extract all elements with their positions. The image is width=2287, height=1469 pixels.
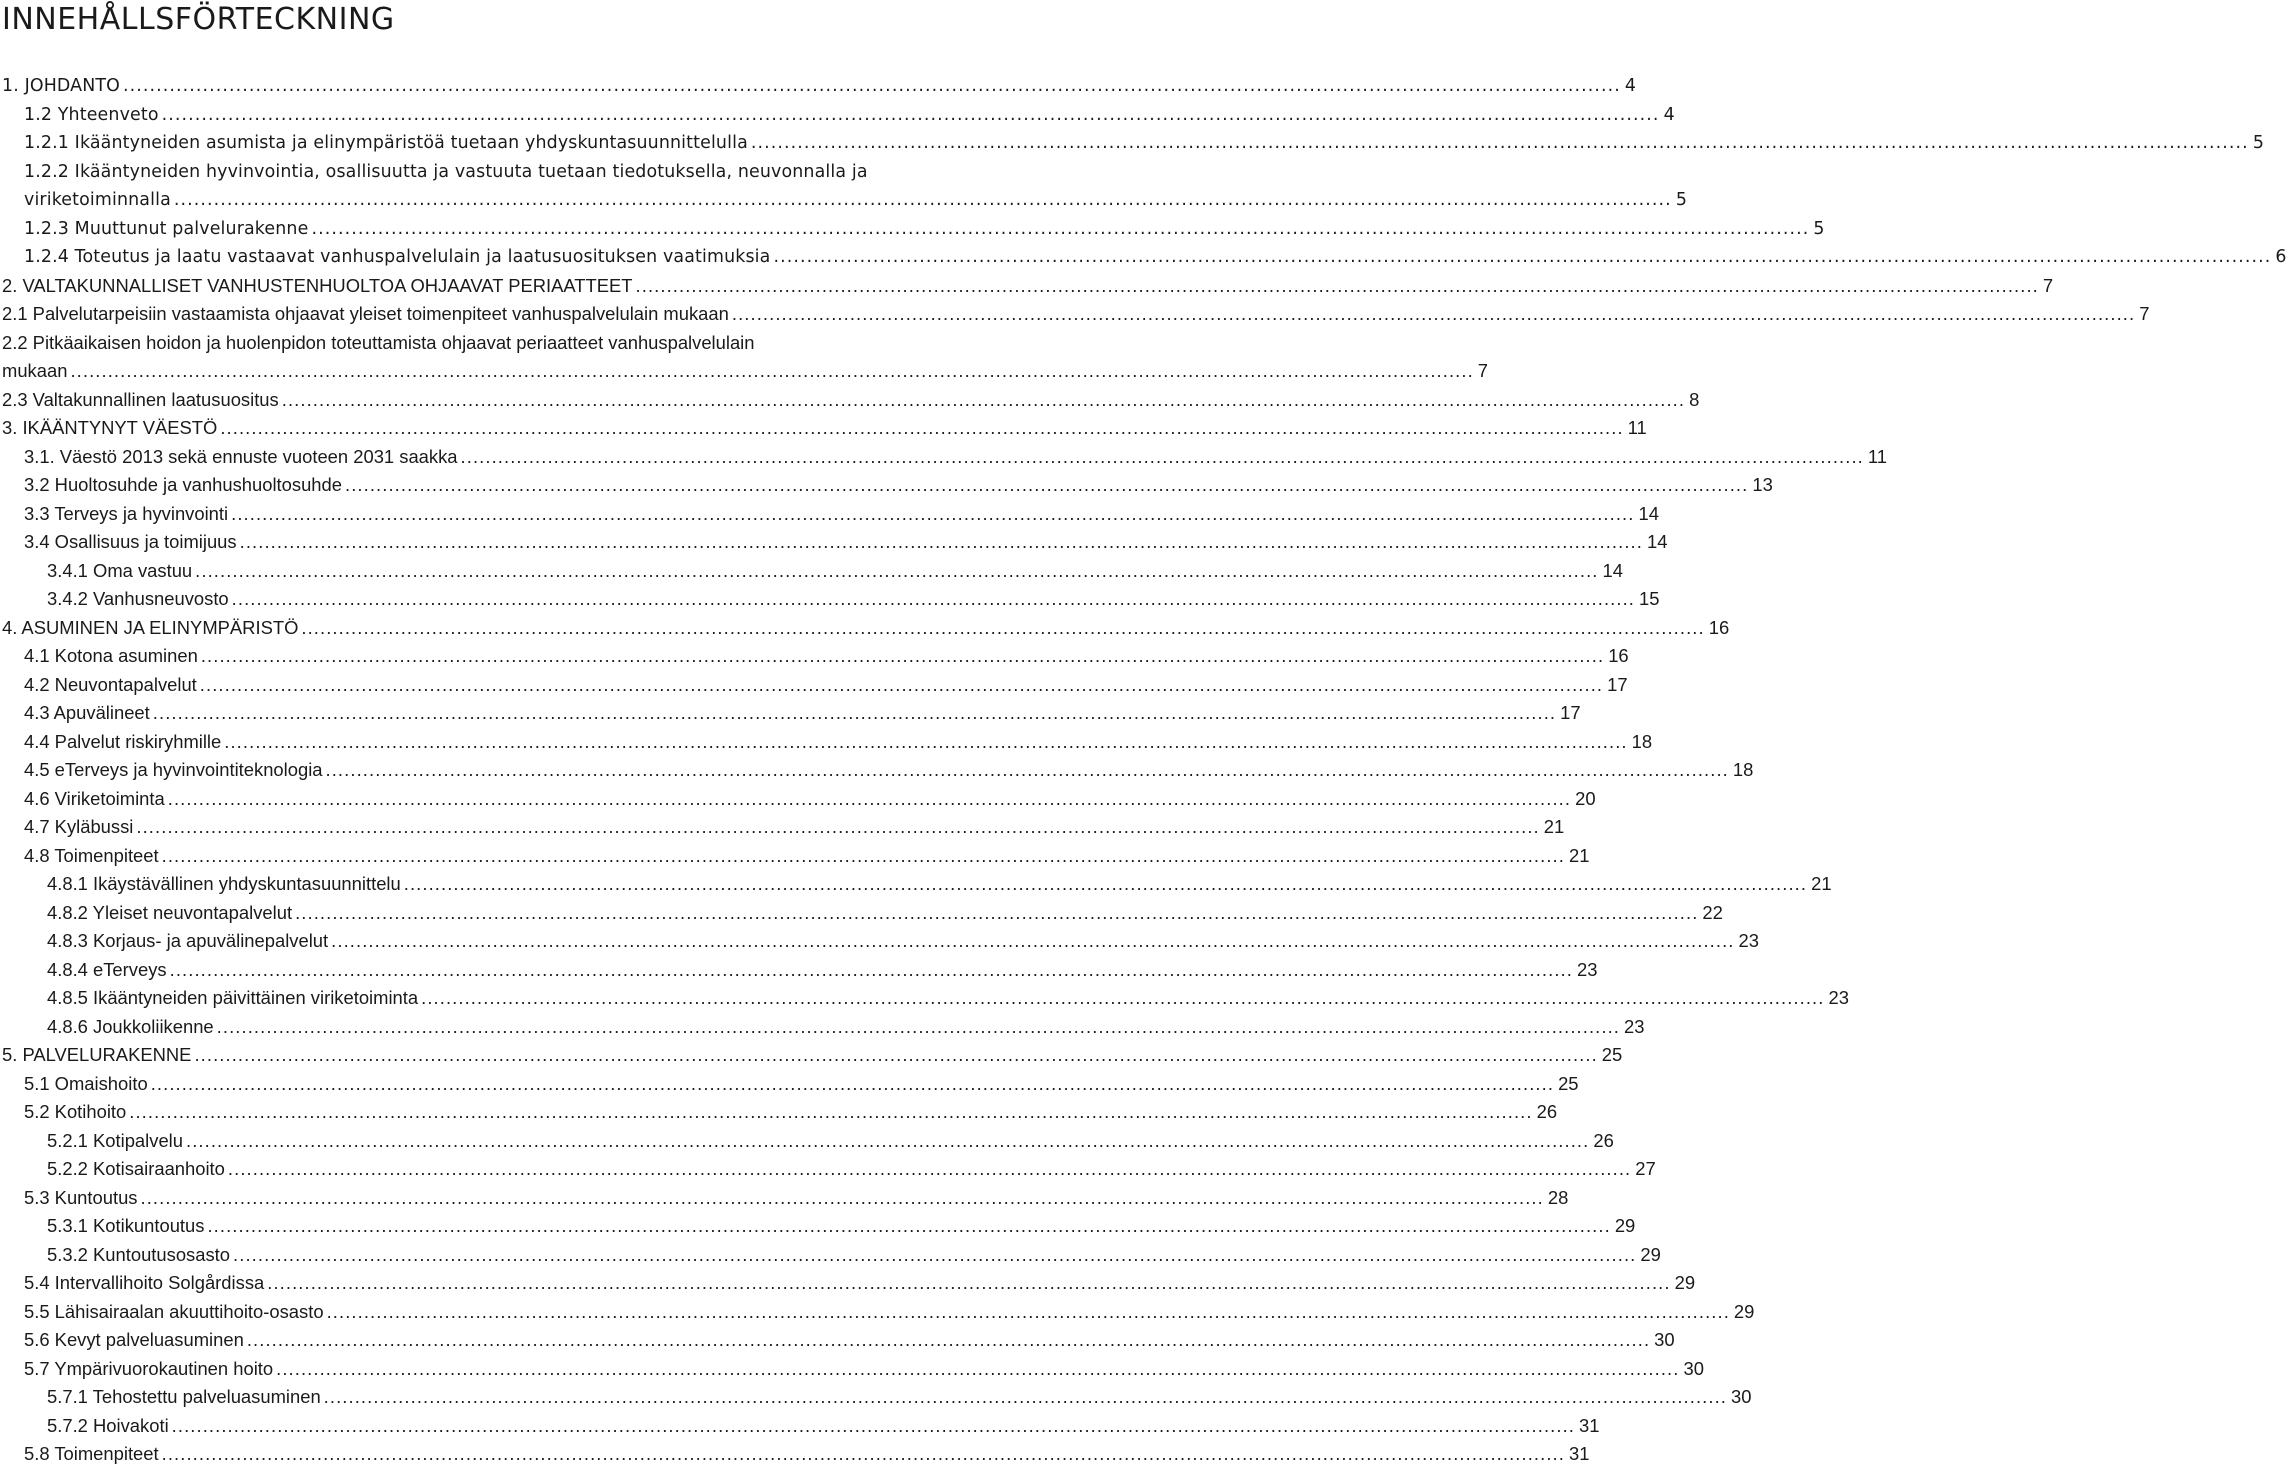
dot-leader (311, 215, 1809, 244)
toc-entry[interactable] (0, 1212, 1636, 1241)
toc-entry[interactable] (0, 1241, 1661, 1270)
toc-entry-page: 21 (1543, 816, 1565, 837)
toc-entry-page: 25 (1601, 1044, 1623, 1065)
toc-entry-title: 3.2 Huoltosuhde ja vanhushuoltosuhde (24, 474, 342, 495)
dot-leader (174, 186, 1672, 215)
dot-leader (217, 1013, 1620, 1042)
dot-leader (276, 1355, 1679, 1384)
toc-entry-page: 15 (1639, 588, 1660, 609)
toc-entry-title: 4.8.1 Ikäystävällinen yhdyskuntasuunnittelu (47, 873, 401, 894)
dot-leader (195, 557, 1598, 586)
toc-entry-title: 1.2.4 Toteutus ja laatu vastaavat vanhuspalvelulain ja laatusuosituksen vaatimuksia (24, 247, 771, 267)
toc-entry-title: 3.3 Terveys ja hyvinvointi (24, 502, 229, 524)
toc-entry[interactable] (0, 471, 1773, 500)
toc-entry-page: 17 (1560, 702, 1581, 723)
dot-leader (141, 1184, 1544, 1213)
toc-entry-page: 28 (1547, 1186, 1569, 1208)
toc-entry-title: 4.8 Toimenpiteet (24, 844, 159, 866)
dot-leader (220, 414, 1623, 443)
toc-entry[interactable] (0, 927, 1759, 956)
toc-entry-title: 3.4 Osallisuus ja toimijuus (24, 531, 237, 552)
toc-entry[interactable] (0, 557, 1623, 586)
toc-entry-page: 23 (1828, 987, 1849, 1008)
toc-entry[interactable] (0, 1412, 1600, 1441)
toc-entry-page: 31 (1579, 1414, 1600, 1436)
toc-entry-title: 5.7 Ympärivuorokautinen hoito (24, 1357, 274, 1379)
toc-entry[interactable] (0, 500, 1659, 529)
toc-entry[interactable] (0, 300, 2150, 329)
toc-entry-title-line1: 2.2 Pitkäaikaisen hoidon ja huolenpidon toteuttamista ohjaavat periaatteet vanhuspalvelulain (2, 331, 755, 353)
dot-leader (326, 756, 1729, 785)
toc-entry-title: 5.7.1 Tehostettu palveluasuminen (47, 1386, 321, 1407)
dot-leader (327, 1298, 1730, 1327)
toc-entry-title-line1: 1.2.2 Ikääntyneiden hyvinvointia, osallisuutta ja vastuuta tuetaan tiedotuksella, neuvonnalla ja (24, 161, 868, 182)
toc-entry[interactable] (0, 1070, 1579, 1099)
toc-entry-title: 1.2.3 Muuttunut palvelurakenne (24, 218, 309, 239)
toc-entry-page: 4 (1624, 76, 1637, 96)
dot-leader (233, 1241, 1636, 1270)
toc-entry-title: 4.6 Viriketoiminta (24, 787, 165, 809)
dot-leader (136, 813, 1539, 842)
toc-entry[interactable] (0, 699, 1581, 728)
toc-entry-title: 4.8.2 Yleiset neuvontapalvelut (47, 901, 293, 923)
toc-entry[interactable] (0, 642, 1629, 671)
toc-entry[interactable] (0, 870, 1832, 899)
dot-leader (207, 1212, 1610, 1241)
toc-entry-page: 18 (1732, 759, 1754, 780)
dot-leader (162, 1440, 1565, 1469)
toc-entry[interactable] (0, 158, 1688, 215)
toc-entry[interactable] (0, 329, 1489, 386)
toc-entry-title: 5.3.1 Kotikuntoutus (47, 1215, 205, 1236)
dot-leader (295, 899, 1698, 928)
toc-entry[interactable] (0, 72, 1637, 101)
toc-entry-page: 5 (1813, 218, 1825, 239)
dot-leader (228, 1155, 1631, 1184)
toc-entry-page: 16 (1608, 645, 1629, 666)
dot-leader (773, 243, 2271, 272)
toc-entry[interactable] (0, 243, 2287, 272)
toc-entry[interactable] (0, 1155, 1656, 1184)
toc-entry-title: 4.1 Kotona asuminen (24, 645, 198, 666)
toc-entry-title: 4.2 Neuvontapalvelut (24, 673, 197, 695)
toc-entry-page: 5 (1675, 190, 1688, 210)
toc-entry[interactable] (0, 1041, 1623, 1070)
toc-entry-title: 4. ASUMINEN JA ELINYMPÄRISTÖ (2, 616, 299, 638)
toc-entry-page: 30 (1731, 1386, 1752, 1407)
toc-entry-title: 5.2 Kotihoito (24, 1101, 127, 1122)
toc-entry[interactable] (0, 756, 1754, 785)
toc-entry-page: 13 (1752, 474, 1773, 495)
toc-entry-page: 5 (2252, 133, 2265, 153)
dot-leader (162, 101, 1660, 130)
toc-entry-title: 4.8.4 eTerveys (47, 958, 167, 980)
toc-entry-page: 29 (1674, 1272, 1696, 1293)
toc-entry[interactable] (0, 1355, 1704, 1384)
toc-entry-page: 14 (1638, 502, 1659, 524)
toc-entry-title: 4.5 eTerveys ja hyvinvointiteknologia (24, 759, 323, 780)
dot-leader (331, 927, 1734, 956)
toc-entry[interactable] (0, 728, 1653, 757)
toc-entry[interactable] (0, 842, 1590, 871)
dot-leader (129, 1098, 1532, 1127)
toc-entry[interactable] (0, 443, 1887, 472)
toc-entry-page: 23 (1576, 958, 1598, 980)
toc-entry-title: 3.1. Väestö 2013 sekä ennuste vuoteen 2031 saakka (24, 445, 458, 467)
toc-entry-page: 30 (1654, 1329, 1675, 1350)
toc-entry-title-line2: viriketoiminnalla (24, 190, 171, 210)
toc-entry[interactable] (0, 528, 1668, 557)
toc-entry-page: 16 (1708, 616, 1730, 638)
dot-leader (232, 585, 1635, 614)
toc-entry-title: 5.1 Omaishoito (24, 1072, 148, 1094)
toc-entry[interactable] (0, 1440, 1590, 1469)
toc-entry-title: 4.8.6 Joukkoliikenne (47, 1015, 214, 1037)
dot-leader (461, 443, 1864, 472)
dot-leader (301, 614, 1704, 643)
toc-entry[interactable] (0, 1098, 1558, 1127)
toc-heading: INNEHÅLLSFÖRTECKNING (2, 2, 395, 37)
dot-leader (247, 1326, 1650, 1355)
toc-entry-page: 29 (1614, 1215, 1636, 1236)
toc-entry-title-line2: mukaan (2, 360, 68, 381)
toc-entry[interactable] (0, 272, 2054, 301)
toc-entry-title: 5.3.2 Kuntoutusosasto (47, 1243, 231, 1265)
toc-entry-page: 21 (1568, 844, 1590, 866)
dot-leader (123, 72, 1621, 101)
dot-leader (153, 699, 1556, 728)
toc-entry-title: 5.2.1 Kotipalvelu (47, 1129, 183, 1151)
toc-entry[interactable] (0, 984, 1849, 1013)
toc-entry[interactable] (0, 129, 2265, 158)
toc-entry-title: 4.4 Palvelut riskiryhmille (24, 730, 222, 752)
dot-leader (267, 1269, 1670, 1298)
toc-entry-title: 4.3 Apuvälineet (24, 702, 150, 723)
toc-entry[interactable] (0, 1383, 1752, 1412)
toc-entry-title: 2. VALTAKUNNALLISET VANHUSTENHUOLTOA OHJAAVAT PERIAATTEET (2, 274, 633, 296)
toc-entry-page: 20 (1575, 787, 1596, 809)
toc-entry[interactable] (0, 1184, 1569, 1213)
toc-entry-title: 5.3 Kuntoutus (24, 1186, 138, 1208)
toc-entry[interactable] (0, 101, 1675, 130)
toc-entry[interactable] (0, 215, 1825, 244)
toc-entry-page: 29 (1640, 1243, 1661, 1265)
toc-entry-page: 29 (1733, 1300, 1755, 1322)
toc-entry-title: 3. IKÄÄNTYNYT VÄESTÖ (2, 417, 218, 438)
dot-leader (168, 785, 1571, 814)
toc-entry-title: 5.6 Kevyt palveluasuminen (24, 1329, 244, 1350)
toc-entry-page: 7 (1477, 360, 1489, 381)
toc-entry-title: 1.2.1 Ikääntyneiden asumista ja elinympäristöä tuetaan yhdyskuntasuunnittelulla (24, 133, 748, 153)
toc-entry[interactable] (0, 1013, 1645, 1042)
toc-entry[interactable] (0, 785, 1596, 814)
dot-leader (172, 1412, 1575, 1441)
toc-entry-page: 14 (1602, 559, 1623, 581)
table-of-contents (0, 72, 2287, 1469)
dot-leader (201, 642, 1604, 671)
dot-leader (282, 386, 1685, 415)
dot-leader (636, 272, 2039, 301)
dot-leader (324, 1383, 1727, 1412)
dot-leader (732, 300, 2135, 329)
toc-entry-page: 22 (1702, 901, 1723, 923)
dot-leader (200, 671, 1603, 700)
toc-entry-page: 4 (1663, 104, 1675, 125)
dot-leader (170, 956, 1573, 985)
dot-leader (194, 1041, 1597, 1070)
dot-leader (345, 471, 1748, 500)
toc-entry-title: 5.8 Toimenpiteet (24, 1443, 159, 1464)
toc-entry-title: 4.8.5 Ikääntyneiden päivittäinen viriketoiminta (47, 987, 419, 1008)
toc-entry-title: 1. JOHDANTO (2, 76, 120, 96)
toc-entry-page: 30 (1683, 1357, 1704, 1379)
toc-entry-page: 25 (1558, 1072, 1579, 1094)
dot-leader (224, 728, 1627, 757)
toc-entry-page: 8 (1689, 388, 1700, 410)
toc-entry-page: 27 (1635, 1158, 1656, 1179)
dot-leader (162, 842, 1565, 871)
toc-entry-title: 5.2.2 Kotisairaanhoito (47, 1158, 225, 1179)
toc-entry-title: 5. PALVELURAKENNE (2, 1044, 192, 1065)
toc-entry[interactable] (0, 1127, 1614, 1156)
toc-entry[interactable] (0, 414, 1647, 443)
toc-entry-title: 4.7 Kyläbussi (24, 816, 134, 837)
toc-entry-page: 14 (1646, 531, 1668, 552)
toc-entry[interactable] (0, 671, 1628, 700)
toc-entry-title: 4.8.3 Korjaus- ja apuvälinepalvelut (47, 930, 329, 951)
dot-leader (231, 500, 1634, 529)
toc-entry-page: 23 (1738, 930, 1759, 951)
dot-leader (70, 357, 1473, 386)
toc-entry[interactable] (0, 1298, 1755, 1327)
toc-entry[interactable] (0, 614, 1730, 643)
toc-entry-page: 17 (1607, 673, 1628, 695)
toc-entry-title: 2.3 Valtakunnallinen laatusuositus (2, 388, 279, 410)
toc-entry-page: 11 (1627, 417, 1647, 438)
dot-leader (751, 129, 2249, 158)
toc-entry[interactable] (0, 899, 1723, 928)
toc-entry-page: 7 (2042, 274, 2054, 296)
toc-entry-title: 5.5 Lähisairaalan akuuttihoito-osasto (24, 1300, 324, 1322)
toc-entry-page: 18 (1631, 730, 1653, 752)
toc-entry-title: 3.4.1 Oma vastuu (47, 559, 193, 581)
toc-entry[interactable] (0, 585, 1660, 614)
dot-leader (151, 1070, 1554, 1099)
toc-entry[interactable] (0, 1269, 1696, 1298)
toc-entry-page: 26 (1593, 1129, 1614, 1151)
dot-leader (421, 984, 1824, 1013)
toc-entry-page: 11 (1867, 445, 1887, 467)
toc-entry-page: 21 (1811, 873, 1832, 894)
toc-entry-page: 7 (2139, 303, 2150, 324)
toc-entry-title: 3.4.2 Vanhusneuvosto (47, 588, 229, 609)
toc-entry-title: 1.2 Yhteenveto (24, 104, 159, 125)
toc-entry[interactable] (0, 956, 1598, 985)
toc-entry[interactable] (0, 1326, 1675, 1355)
toc-entry-title: 5.4 Intervallihoito Solgårdissa (24, 1272, 265, 1293)
toc-entry[interactable] (0, 813, 1565, 842)
toc-entry-page: 6 (2275, 247, 2287, 267)
toc-entry-title: 2.1 Palvelutarpeisiin vastaamista ohjaavat yleiset toimenpiteet vanhuspalvelulain mukaan (2, 303, 729, 324)
toc-entry-title: 5.7.2 Hoivakoti (47, 1414, 169, 1436)
dot-leader (186, 1127, 1589, 1156)
dot-leader (404, 870, 1807, 899)
toc-entry-page: 26 (1536, 1101, 1558, 1122)
toc-entry-page: 31 (1568, 1443, 1590, 1464)
toc-entry-page: 23 (1624, 1015, 1645, 1037)
toc-entry[interactable] (0, 386, 1700, 415)
dot-leader (240, 528, 1643, 557)
